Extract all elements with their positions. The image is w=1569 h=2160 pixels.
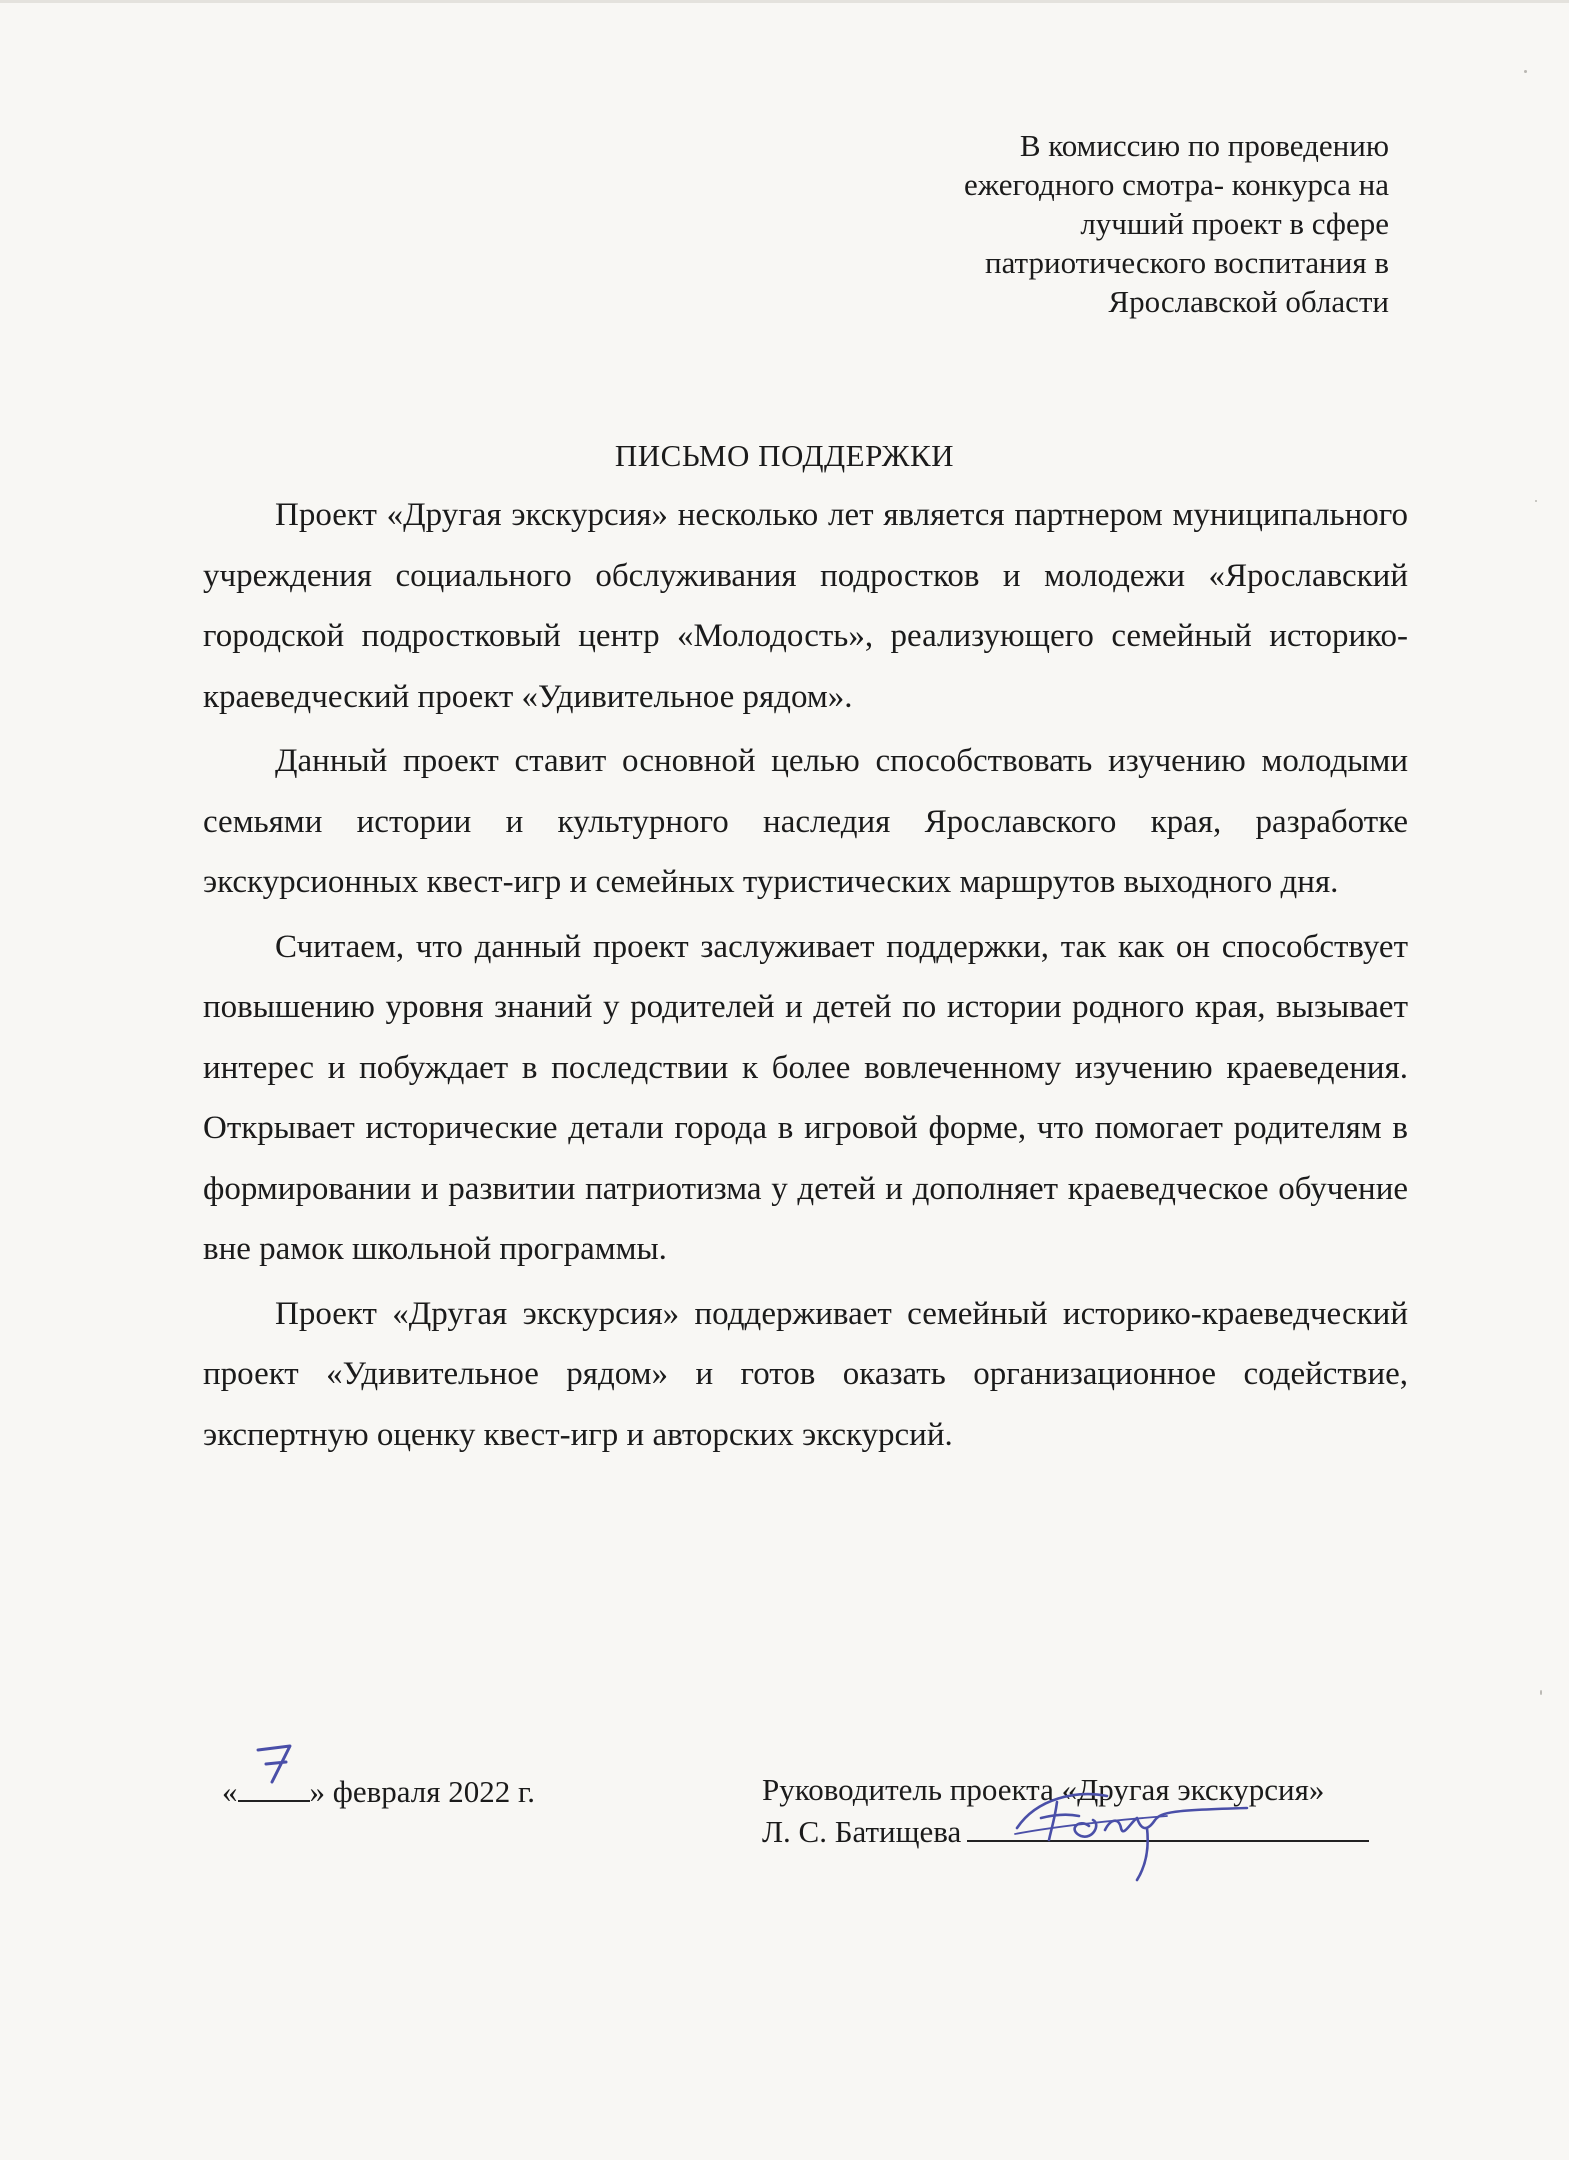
- handwritten-signature: [997, 1768, 1257, 1898]
- letter-body: [203, 485, 1408, 1469]
- addressee-line: лучший проект в сфере: [1080, 206, 1389, 241]
- scan-edge: [0, 0, 1569, 3]
- addressee-line: В комиссию по проведению: [1019, 128, 1389, 163]
- scan-speck: [1535, 500, 1537, 502]
- date-open-quote: «: [222, 1774, 238, 1809]
- scan-speck: [1524, 70, 1527, 73]
- addressee-line: патриотического воспитания в: [985, 245, 1389, 280]
- scan-speck: [1540, 1690, 1542, 1695]
- letter-date: [222, 1770, 535, 1810]
- date-day-blank: [238, 1770, 310, 1802]
- signatory-position: Руководитель проекта «Другая экскурсия»: [762, 1772, 1325, 1807]
- handwritten-day-digit: [238, 1736, 310, 1790]
- addressee-line: Ярославской области: [1108, 284, 1389, 319]
- addressee-block: [964, 126, 1389, 321]
- signatory-line: [762, 1810, 1369, 1852]
- signatory-block: [762, 1770, 1369, 1852]
- body-paragraph: Считаем, что данный проект заслуживает поддержки, так как он способствует повышению уровня знаний у родителей и детей по истории родного края, вызывает интерес и побуждает в последствии к более вовлеченному изучению краеведения. Открывает исторические детали города в игровой форме, что помогает родителям в формировании и развитии патриотизма у детей и дополняет краеведческое обучение вне рамок школьной программы.: [203, 928, 1408, 1267]
- body-paragraph: Данный проект ставит основной целью способствовать изучению молодыми семьями истории и культурного наследия Ярославского края, разработке экскурсионных квест-игр и семейных туристических маршрутов выходного дня.: [203, 743, 1408, 900]
- date-month-year: » февраля 2022 г.: [309, 1774, 535, 1809]
- signatory-name: Л. С. Батищева: [762, 1814, 962, 1849]
- addressee-line: ежегодного смотра- конкурса на: [963, 167, 1389, 202]
- body-paragraph: Проект «Другая экскурсия» несколько лет является партнером муниципального учреждения социального обслуживания подростков и молодежи «Ярославский городской подростковый центр «Молодость», реализующего семейный историко-краеведческий проект «Удивительное рядом».: [203, 497, 1408, 715]
- body-paragraph: Проект «Другая экскурсия» поддерживает семейный историко-краеведческий проект «Удивительное рядом» и готов оказать организационное содействие, экспертную оценку квест-игр и авторских экскурсий.: [203, 1295, 1408, 1453]
- letter-title: ПИСЬМО ПОДДЕРЖКИ: [614, 438, 955, 473]
- signature-line: [967, 1810, 1369, 1842]
